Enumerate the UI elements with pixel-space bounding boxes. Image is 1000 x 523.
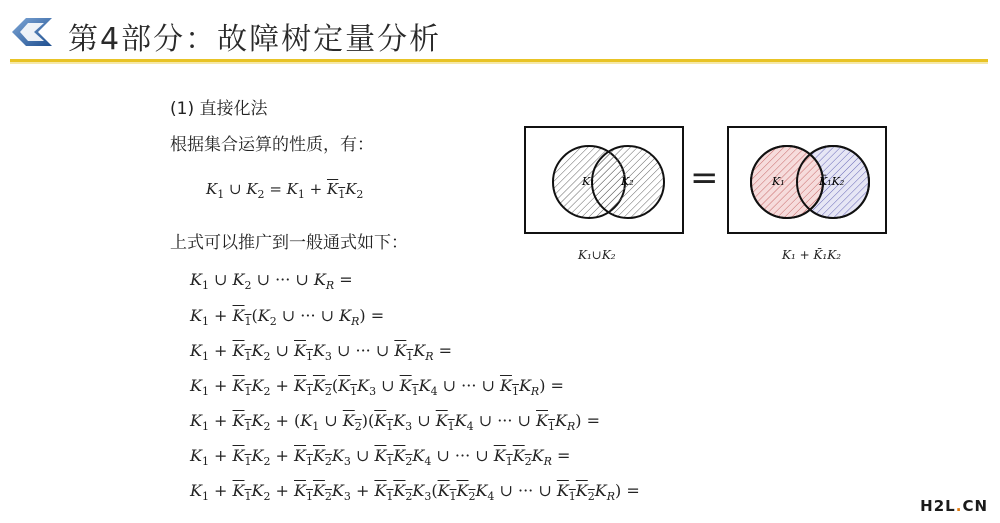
header-bar bbox=[0, 0, 1000, 62]
formula-line-4: $K_1 + K_1K_2 + K_1K_2(K_1K_3$ ∪ $K_1K_4$ ∪ ··· ∪ $K_1K_R$) = bbox=[190, 376, 564, 399]
venn-label-k1-right: K₁ bbox=[772, 175, 785, 188]
formula-line-1: $K_1$ ∪ $K_2$ ∪ ··· ∪ $K_R$ = bbox=[190, 270, 353, 293]
venn-right-caption: K₁ + K̄₁K₂ bbox=[782, 248, 842, 262]
back-chevron-icon bbox=[8, 14, 54, 50]
venn-union-diagram bbox=[524, 126, 684, 234]
section-heading: (1) 直接化法 bbox=[170, 99, 268, 119]
equals-sign: = bbox=[690, 158, 719, 198]
venn-decomposed-diagram bbox=[727, 126, 887, 234]
title-rule-shadow bbox=[10, 62, 988, 64]
formula-line-3: $K_1 + K_1K_2$ ∪ $K_1K_3$ ∪ ··· ∪ $K_1K_R$ = bbox=[190, 341, 453, 364]
venn-label-k2: K₂ bbox=[621, 175, 634, 188]
formula-base: $K_1$ ∪ $K_2 = K_1 + K_1K_2$ bbox=[206, 180, 364, 201]
formula-line-7: $K_1 + K_1K_2 + K_1K_2K_3 + K_1K_2K_3(K_1K_2K_4$ ∪ ··· ∪ $K_1K_2K_R$) = bbox=[190, 481, 640, 504]
venn-label-k1: K₁ bbox=[582, 175, 595, 188]
formula-line-2: $K_1 + K_1(K_2$ ∪ ··· ∪ $K_R$) = bbox=[190, 306, 385, 329]
formula-line-5: $K_1 + K_1K_2 + (K_1$ ∪ $K_2)(K_1K_3$ ∪ $K_1K_4$ ∪ ··· ∪ $K_1K_R$) = bbox=[190, 411, 600, 434]
site-watermark: H2L.CN bbox=[920, 497, 988, 515]
generalize-text: 上式可以推广到一般通式如下： bbox=[170, 233, 408, 253]
venn-left-caption: K₁∪K₂ bbox=[578, 248, 616, 262]
page-title: 第4部分：故障树定量分析 bbox=[68, 22, 442, 57]
venn-label-k1bar-k2: K̄₁K₂ bbox=[819, 175, 845, 188]
intro-text: 根据集合运算的性质，有： bbox=[170, 135, 374, 155]
formula-line-6: $K_1 + K_1K_2 + K_1K_2K_3$ ∪ $K_1K_2K_4$ ∪ ··· ∪ $K_1K_2K_R$ = bbox=[190, 446, 571, 469]
